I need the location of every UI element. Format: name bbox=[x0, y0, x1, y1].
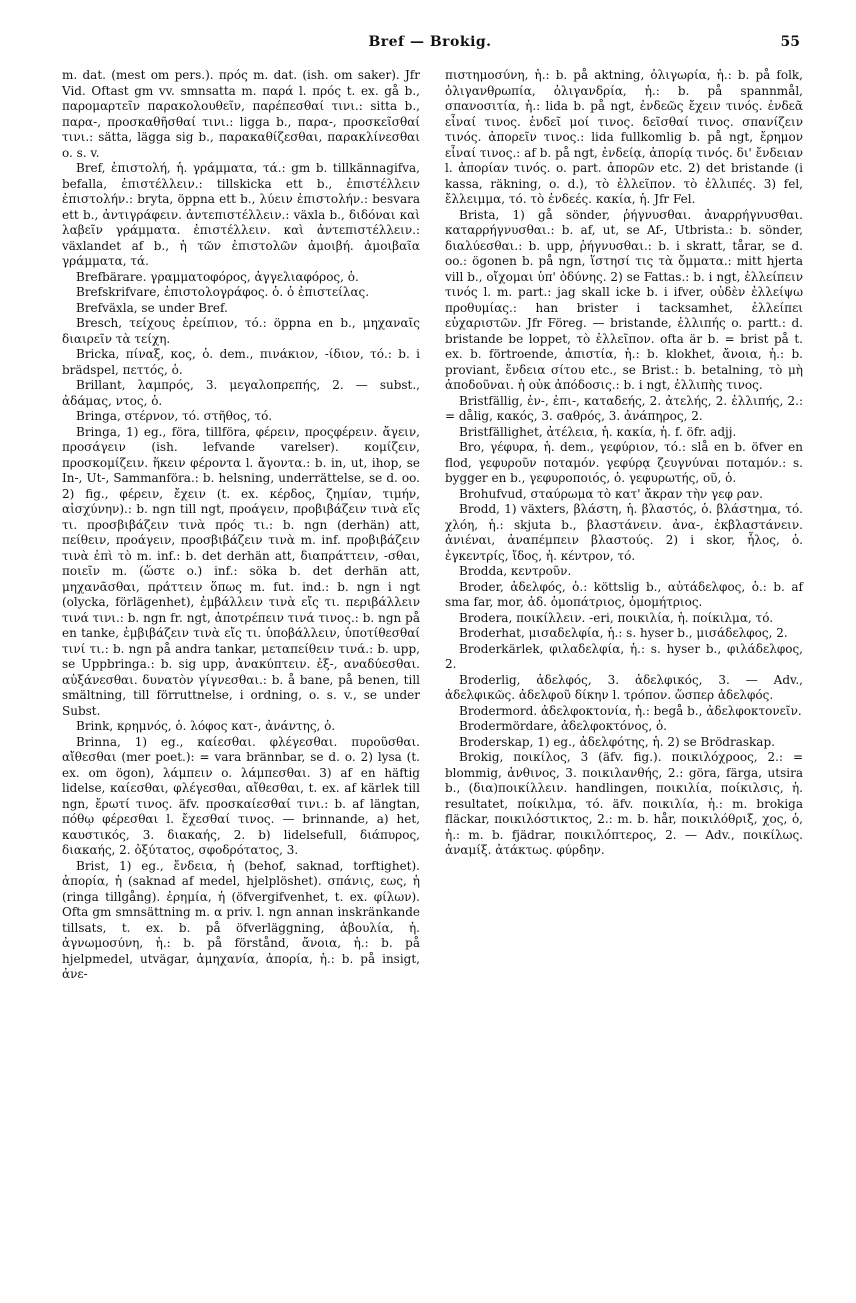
right-column bbox=[445, 68, 803, 859]
dictionary-entry: Broderkärlek, φιλαδελφία, ἡ.: s. hyser b., φιλάδελφος, 2. bbox=[445, 641, 803, 671]
dictionary-entry: Broderlig, ἀδελφός, 3. ἀδελφικός, 3. — Adv., ἀδελφικῶς. ἀδελφοῦ δίκην l. τρόπον. ὥσπερ ἀδελφός. bbox=[445, 672, 803, 702]
dictionary-entry: Brista, 1) gå sönder, ῥήγνυσθαι. ἀναρρήγνυσθαι. καταρρήγνυσθαι.: b. af, ut, se Af-, Utbrista.: b. sönder, διαλύεσθαι.: b. upp, ῥήγνυσθαι.: b. i skratt, tårar, se d. oo.: ögonen b. på ngn, ἵστησί τις τὰ ὄμματα.: mitt hjerta vill b., οἴχομαι ὑπ' ὀδύνης. 2) se Fattas.: b. i ngt, ἐλλείπειν τινός l. m. part.: jag skall icke b. i ifver, οὐδὲν ἐλλείψω προθυμίας.: han brister i tacksamhet, ἐλλείπει εὐχαριστῶν. Jfr Föreg. — bristande, ἐλλιπής o. partt.: d. bristande be loppet, τὸ ἐλλεῖπον. ofta är b. = brist på t. ex. b. förtroende, ἀπιστία, ἡ.: b. klokhet, ἄνοια, ἡ.: b. proviant, ἔνδεια σίτου etc., se Brist.: b. betalning, τὸ μὴ ἀποδοῦναι. ἡ οὐκ ἀπόδοσις.: b. i ngt, ἐλλιπὴς τινος. bbox=[445, 207, 803, 392]
dictionary-entry: Brodermord. ἀδελφοκτονία, ἡ.: begå b., ἀδελφοκτονεῖν. bbox=[459, 703, 802, 718]
dictionary-entry: Brefbärare. γραμματοφόρος, ἀγγελιαφόρος, ὁ. bbox=[76, 269, 359, 284]
dictionary-entry: Brefskrifvare, ἐπιστολογράφος. ὁ. ὁ ἐπιστείλας. bbox=[76, 285, 370, 299]
page-number: 55 bbox=[780, 34, 800, 50]
dictionary-entry: Brodda, κεντροῦν. bbox=[459, 564, 572, 578]
dictionary-entry: Bristfällighet, ἀτέλεια, ἡ. κακία, ἡ. f. öfr. adjj. bbox=[459, 424, 737, 439]
dictionary-entry: Bringa, 1) eg., föra, tillföra, φέρειν, προςφέρειν. ἄγειν, προσάγειν (ish. lefvande varelser). κομίζειν, προσκομίζειν. ἥκειν φέροντα l. ἄγοντα.: b. in, ut, ihop, se In-, Ut-, Sammanföra.: b. helsning, underrättelse, se d. oo. 2) fig., φέρειν, ἔχειν (t. ex. κέρδος, ζημίαν, τιμήν, αἰσχύνην).: b. ngn till ngt, προάγειν, προβιβάζειν τινὰ εἴς τι. προσβιβάζειν τινὰ πρός τι.: b. ngn (derhän) att, πείθειν, προάγειν, προσβιβάζειν τινὰ m. inf. προβιβάζειν τινὰ ἐπὶ τὸ m. inf.: b. det derhän att, διαπράττειν, -σθαι, ποιεῖν m. (ὥστε o.) inf.: söka b. det derhän att, μηχανᾶσθαι, πράττειν ὅπως m. fut. ind.: b. ngn i ngt (olycka, förlägenhet), ἐμβάλλειν τινὰ εἴς τι. περιβάλλειν τινά τινι.: b. ngn fr. ngt, ἀποτρέπειν τινά τινος.: b. ngn på en tanke, ἐμβιβάζειν τινὰ εἴς τι. ὑποβάλλειν, ὑποτίθεσθαί τινί τι.: b. ngn på andra tankar, μεταπείθειν τινά.: b. upp, se Uppbringa.: b. sig upp, ἀνακύπτειν. ἐξ-, αναδύεσθαι. αὐξάνεσθαι. δυνατὸν γίγνεσθαι.: b. å bane, på benen, till smältning, till förruttnelse, i ordning, o. s. v., se under Subst. bbox=[62, 424, 420, 718]
dictionary-entry: Bref, ἐπιστολή, ἡ. γράμματα, τά.: gm b. tillkännagifva, befalla, ἐπιστέλλειν.: tillskicka ett b., ἐπιστέλλειν ἐπιστολήν.: bryta, öppna ett b., λύειν ἐπιστολήν.: besvara ett b., ἀντιγράφειν. ἀντεπιστέλλειν.: växla b., διδόναι καὶ λαβεῖν γράμματα. ἐπιστέλλειν. καὶ ἀντεπιστέλλειν.: växlandet af b., ἡ τῶν ἐπιστολῶν ἀμοιβή. ἀμοιβαῖα γράμματα, τά. bbox=[62, 161, 420, 268]
dictionary-entry: Broderhat, μισαδελφία, ἡ.: s. hyser b., μισάδελφος, 2. bbox=[459, 626, 788, 640]
dictionary-entry: Brist, 1) eg., ἔνδεια, ἡ (behof, saknad, torftighet). ἀπορία, ἡ (saknad af medel, hjelplöshet). σπάνις, εως, ἡ (ringa tillgång). ἐρημία, ἡ (öfvergifvenhet, t. ex. φίλων). Ofta gm smnsättning m. α priv. l. ngn annan inskränkande tillsats, t. ex. b. på öfverläggning, ἀβουλία, ἡ. ἀγνωμοσύνη, ἡ.: b. på förstånd, ἄνοια, ἡ.: b. på hjelpmedel, utvägar, ἀμηχανία, ἀπορία, ἡ.: b. på insigt, ἀνε- bbox=[62, 858, 420, 981]
dictionary-entry: Brokig, ποικίλος, 3 (äfv. fig.). ποικιλόχροος, 2.: = blommig, ἀνθινος, 3. ποικιλανθής, 2.: göra, färga, utsira b., (δια)ποικίλλειν. handlingen, ποικιλία, ποίκιλσις, ἡ. resultatet, ποίκιλμα, τό. äfv. ποικιλία, ἡ.: m. brokiga fläckar, ποικιλόστικτος, 2.: m. b. hår, ποικιλόθριξ, χος, ὁ, ἡ.: m. b. fjädrar, ποικιλόπτερος, 2. — Adv., ποικίλως. ἀναμίξ. ἀτάκτως. φύρδην. bbox=[445, 750, 803, 857]
left-column bbox=[62, 68, 420, 983]
dictionary-entry: Bricka, πίναξ, κος, ὁ. dem., πινάκιον, -ίδιον, τό.: b. i brädspel, πεττός, ὁ. bbox=[62, 347, 420, 377]
dictionary-entry: Brefväxla, se under Bref. bbox=[76, 300, 228, 315]
dictionary-entry: m. dat. (mest om pers.). πρός m. dat. (ish. om saker). Jfr Vid. Oftast gm vv. smnsatta m. παρά l. πρός t. ex. gå b., παρομαρτεῖν παρακολουθεῖν, παρέπεσθαί τινι.: sitta b., παρα-, προσκαθῆσθαί τινι.: ligga b., παρα-, προσκεῖσθαί τινι.: sätta, lägga sig b., παρακαθίζεσθαι, παρακλίνεσθαι o. s. v. bbox=[62, 68, 420, 160]
dictionary-entry: Bringa, στέρνον, τό. στῆθος, τό. bbox=[76, 409, 273, 423]
dictionary-entry: Brodera, ποικίλλειν. -eri, ποικιλία, ἡ. ποίκιλμα, τό. bbox=[459, 610, 774, 625]
page-header bbox=[60, 34, 800, 56]
dictionary-entry: Brinna, 1) eg., καίεσθαι. φλέγεσθαι. πυροῦσθαι. αἴθεσθαι (mer poet.): = vara brännbar, se d. o. 2) lysa (t. ex. om ögon), λάμπειν o. λάμπεσθαι. 3) af en häftig lidelse, καίεσθαι, φλέγεσθαι, αἴθεσθαι, t. ex. af kärlek till ngn, ἔρωτί τινος. äfv. προσκαίεσθαί τινι.: b. af längtan, πόθῳ φέρεσθαι l. ἔχεσθαί τινος. — brinnande, a) het, καυστικός, 3. διακαής, 2. b) lidelsefull, διάπυρος, διακαής, 2. ὀξύτατος, σφοδρότατος, 3. bbox=[62, 734, 420, 857]
dictionary-entry: Bristfällig, ἐν-, ἐπι-, καταδεής, 2. ἀτελής, 2. ἐλλιπής, 2.: = dålig, κακός, 3. σαθρός, 3. ἀνάπηρος, 2. bbox=[445, 393, 803, 423]
dictionary-entry: Bresch, τείχους ἐρείπιον, τό.: öppna en b., μηχαναῖς διαιρεῖν τὰ τείχη. bbox=[62, 316, 420, 346]
dictionary-entry: Brodermördare, ἀδελφοκτόνος, ὁ. bbox=[459, 719, 667, 733]
running-title: Bref — Brokig. bbox=[368, 34, 492, 50]
dictionary-entry: Bro, γέφυρα, ἡ. dem., γεφύριον, τό.: slå en b. öfver en flod, γεφυροῦν ποταμόν. γεφύρᾳ ζευγνύναι ποταμόν.: s. bygger en b., γεφυροποιός, ὁ. γεφυρωτής, οῦ, ὁ. bbox=[445, 440, 803, 485]
dictionary-entry: Brink, κρημνός, ὁ. λόφος κατ-, ἀνάντης, ὁ. bbox=[76, 719, 336, 733]
dictionary-entry: πιστημοσύνη, ἡ.: b. på aktning, ὀλιγωρία, ἡ.: b. på folk, ὀλιγανθρωπία, ὀλιγανδρία, ἡ.: b. på spannmål, σπανοσιτία, ἡ.: lida b. på ngt, ἐνδεῶς ἔχειν τινός. ἐνδεᾶ εἶναί τινος. ἐνδεῖ μοί τινος. δεῖσθαί τινος. σπανίζειν τινός. ἀπορεῖν τινος.: lida fullkomlig b. på ngt, ἔρημον εἶναί τινος.: af b. på ngt, ἐνδείᾳ, ἀπορίᾳ τινός. δι' ἔνδειαν l. ἀπορίαν τινός. o. part. ἀπορῶν etc. 2) det bristande (i kassa, räkning, o. d.), τὸ ἐλλεῖπον. τὸ ἐλλιπές. 3) fel, ἔλλειμμα, τό. τὸ ἐνδεές. κακία, ἡ. Jfr Fel. bbox=[445, 68, 803, 206]
dictionary-entry: Brodd, 1) växters, βλάστη, ἡ. βλαστός, ὁ. βλάστημα, τό. χλόη, ἡ.: skjuta b., βλαστάνειν. ἀνα-, ἐκβλαστάνειν. ἀνιέναι, ἀναπέμπειν βλαστούς. 2) i skor, ἧλος, ὁ. ἐγκεντρίς, ἴδος, ἡ. κέντρον, τό. bbox=[445, 502, 803, 563]
dictionary-entry: Broder, ἀδελφός, ὁ.: köttslig b., αὐτάδελφος, ὁ.: b. af sma far, mor, ἀδ. ὁμοπάτριος, ὁμομήτριος. bbox=[445, 579, 803, 609]
dictionary-entry: Brohufvud, σταύρωμα τὸ κατ' ἄκραν τὴν γεφ ραν. bbox=[459, 486, 763, 501]
dictionary-entry: Broderskap, 1) eg., ἀδελφότης, ἡ. 2) se Brödraskap. bbox=[459, 734, 775, 749]
dictionary-entry: Brillant, λαμπρός, 3. μεγαλοπρεπής, 2. — subst., ἀδάμας, ντος, ὁ. bbox=[62, 378, 420, 408]
